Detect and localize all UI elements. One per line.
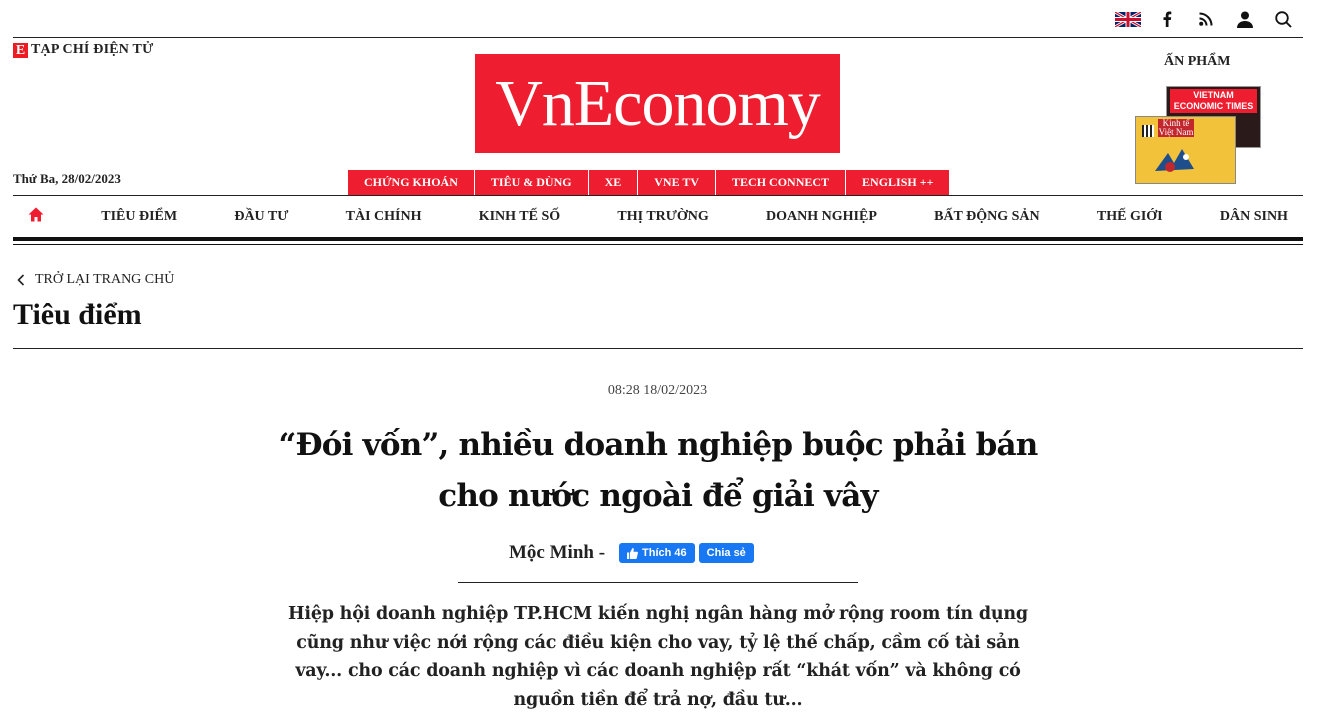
subnav-english[interactable]: ENGLISH ++ — [846, 170, 949, 195]
section-divider — [13, 348, 1303, 349]
article-title: “Đói vốn”, nhiều doanh nghiệp buộc phải bán cho nước ngoài để giải vây — [278, 427, 1038, 514]
facebook-like-button[interactable] — [619, 543, 695, 563]
byline — [509, 542, 754, 564]
magazine-brand — [13, 42, 153, 58]
magazine-cover-ktvn[interactable] — [1135, 116, 1236, 184]
facebook-icon[interactable] — [1147, 8, 1186, 30]
author-name[interactable]: Mộc Minh - — [509, 542, 606, 563]
facebook-buttons — [619, 543, 754, 563]
magazine-art-icon — [1150, 143, 1200, 177]
nav-thi-truong[interactable]: THỊ TRƯỜNG — [617, 208, 709, 224]
like-label: Thích 46 — [642, 547, 687, 559]
nav-doanh-nghiep[interactable]: DOANH NGHIỆP — [766, 208, 877, 224]
nav-divider-thick — [13, 237, 1303, 241]
current-date: Thứ Ba, 28/02/2023 — [13, 171, 121, 186]
logo-text: VnEconomy — [495, 66, 820, 140]
nav-divider-thin — [13, 244, 1303, 245]
magazine-front-title: Kinh tế Việt Nam — [1158, 118, 1194, 137]
byline-divider — [458, 582, 858, 583]
home-icon[interactable] — [28, 207, 44, 227]
rss-icon[interactable] — [1186, 8, 1225, 30]
subnav-tieu-dung[interactable]: TIÊU & DÙNG — [475, 170, 589, 195]
nav-dau-tu[interactable]: ĐẦU TƯ — [234, 208, 289, 224]
share-label: Chia sẻ — [706, 547, 746, 559]
nav-tai-chinh[interactable]: TÀI CHÍNH — [345, 208, 422, 224]
top-icons — [1108, 8, 1303, 30]
subnav-tech-connect[interactable]: TECH CONNECT — [716, 170, 846, 195]
article-time: 08:28 18/02/2023 — [607, 383, 708, 398]
user-icon[interactable] — [1225, 8, 1264, 30]
uk-flag-icon[interactable] — [1108, 8, 1147, 30]
search-icon[interactable] — [1264, 8, 1303, 30]
nav-bat-dong-san[interactable]: BẤT ĐỘNG SẢN — [934, 208, 1040, 224]
publications-label: ẤN PHẨM — [1164, 54, 1231, 69]
back-label: TRỞ LẠI TRANG CHỦ — [35, 272, 175, 287]
e-logo-icon: E — [13, 43, 28, 58]
facebook-share-button[interactable] — [699, 543, 754, 563]
subnav-chung-khoan[interactable]: CHỨNG KHOÁN — [348, 170, 475, 195]
qr-code-icon — [1142, 125, 1154, 137]
subnav-xe[interactable]: XE — [589, 170, 639, 195]
site-logo[interactable] — [475, 54, 840, 153]
subnav-vne-tv[interactable]: VNE TV — [638, 170, 716, 195]
article-summary: Hiệp hội doanh nghiệp TP.HCM kiến nghị ngân hàng mở rộng room tín dụng cũng như việc nới rộng các điều kiện cho vay, tỷ lệ thế chấp, cầm cố tài sản vay... cho các doanh nghiệp vì các doanh nghiệp rất “khát vốn” và không có nguồn tiền để trả nợ, đầu tư... — [288, 604, 1028, 710]
sub-navigation — [348, 170, 949, 195]
magazine-back-title: VIETNAM ECONOMIC TIMES — [1170, 89, 1257, 113]
nav-tieu-diem[interactable]: TIÊU ĐIỂM — [101, 208, 178, 224]
nav-kinh-te-so[interactable]: KINH TẾ SỐ — [478, 208, 561, 224]
section-title: Tiêu điểm — [13, 298, 142, 331]
back-to-home-link[interactable] — [17, 272, 174, 288]
nav-dan-sinh[interactable]: DÂN SINH — [1219, 208, 1288, 224]
thumbs-up-icon — [627, 548, 638, 559]
top-bar — [13, 0, 1303, 38]
chevron-left-icon — [17, 274, 25, 286]
brand-text: TẠP CHÍ ĐIỆN TỬ — [31, 42, 154, 57]
main-navigation — [13, 195, 1303, 237]
nav-the-gioi[interactable]: THẾ GIỚI — [1096, 208, 1163, 224]
